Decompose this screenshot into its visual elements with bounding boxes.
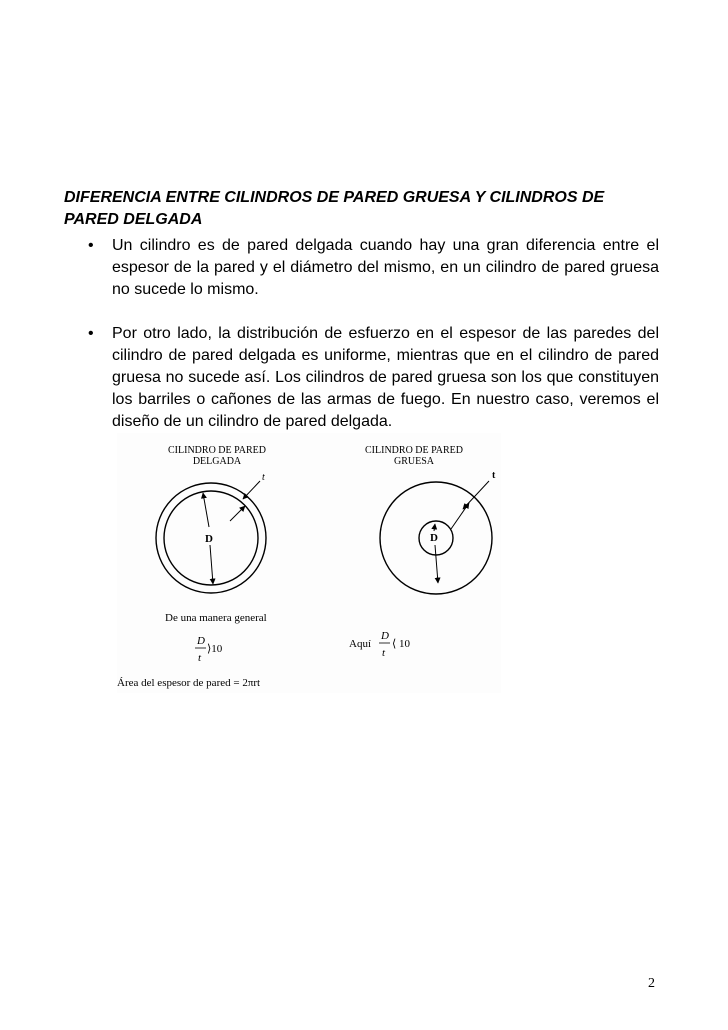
- thick-title-line-1: CILINDRO DE PARED: [365, 445, 463, 456]
- thin-diameter-arrow-down: [210, 545, 213, 584]
- thin-diameter-arrow-up: [203, 493, 209, 527]
- thin-t-arrow-outer: [243, 481, 260, 499]
- thin-t-arrow-inner: [230, 506, 245, 521]
- bullet-item-2: [88, 323, 659, 433]
- thin-title-line-1: CILINDRO DE PARED: [168, 445, 266, 456]
- thick-ratio-denominator: t: [382, 647, 386, 659]
- thick-t-arrow-inner: [451, 503, 469, 529]
- bullet-icon: •: [88, 325, 94, 342]
- bullet-list: [88, 235, 659, 433]
- cylinder-diagram: [117, 433, 501, 693]
- thick-t-label: t: [492, 470, 496, 481]
- bullet-text-2: Por otro lado, la distribución de esfuerzo en el espesor de las paredes del cilindro de pared delgada es uniforme, mientras que en el cilindro de pared gruesa no sucede así. Los cilindros de pared gruesa son los que constituyen los barriles o cañones de las armas de fuego. En nuestro caso, veremos el diseño de un cilindro de pared delgada.: [112, 325, 659, 430]
- thin-ratio-operator: ⟩10: [207, 643, 223, 655]
- bullet-icon: •: [88, 237, 94, 254]
- thick-ratio-numerator: D: [381, 630, 389, 642]
- section-heading-line-2: PARED DELGADA: [64, 211, 203, 228]
- thin-ratio-numerator: D: [197, 635, 205, 647]
- bullet-item-1: [88, 235, 659, 301]
- section-heading: [64, 187, 664, 231]
- thick-d-label: D: [430, 532, 438, 544]
- thin-t-label: t: [262, 472, 265, 483]
- section-heading-line-1: DIFERENCIA ENTRE CILINDROS DE PARED GRUESA Y CILINDROS DE: [64, 189, 605, 206]
- thin-note: De una manera general: [165, 612, 267, 624]
- page-number: 2: [648, 976, 655, 991]
- thick-t-arrow-outer: [463, 481, 489, 509]
- thin-d-label: D: [205, 533, 213, 545]
- cylinder-diagram-figure: [117, 433, 501, 693]
- thick-diameter-arrow-up: [434, 524, 435, 531]
- thick-ratio-operator: ⟨ 10: [392, 638, 411, 650]
- thin-title-line-2: DELGADA: [192, 456, 242, 467]
- thick-title-line-2: GRUESA: [393, 456, 435, 467]
- thick-diameter-arrow-down: [435, 545, 438, 583]
- thin-area-formula: Área del espesor de pared = 2πrt: [117, 677, 261, 689]
- thin-ratio-denominator: t: [198, 652, 202, 664]
- thick-prefix: Aquí: [349, 638, 371, 650]
- bullet-text-1: Un cilindro es de pared delgada cuando hay una gran diferencia entre el espesor de la pared y el diámetro del mismo, en un cilindro de pared gruesa no sucede lo mismo.: [112, 237, 659, 298]
